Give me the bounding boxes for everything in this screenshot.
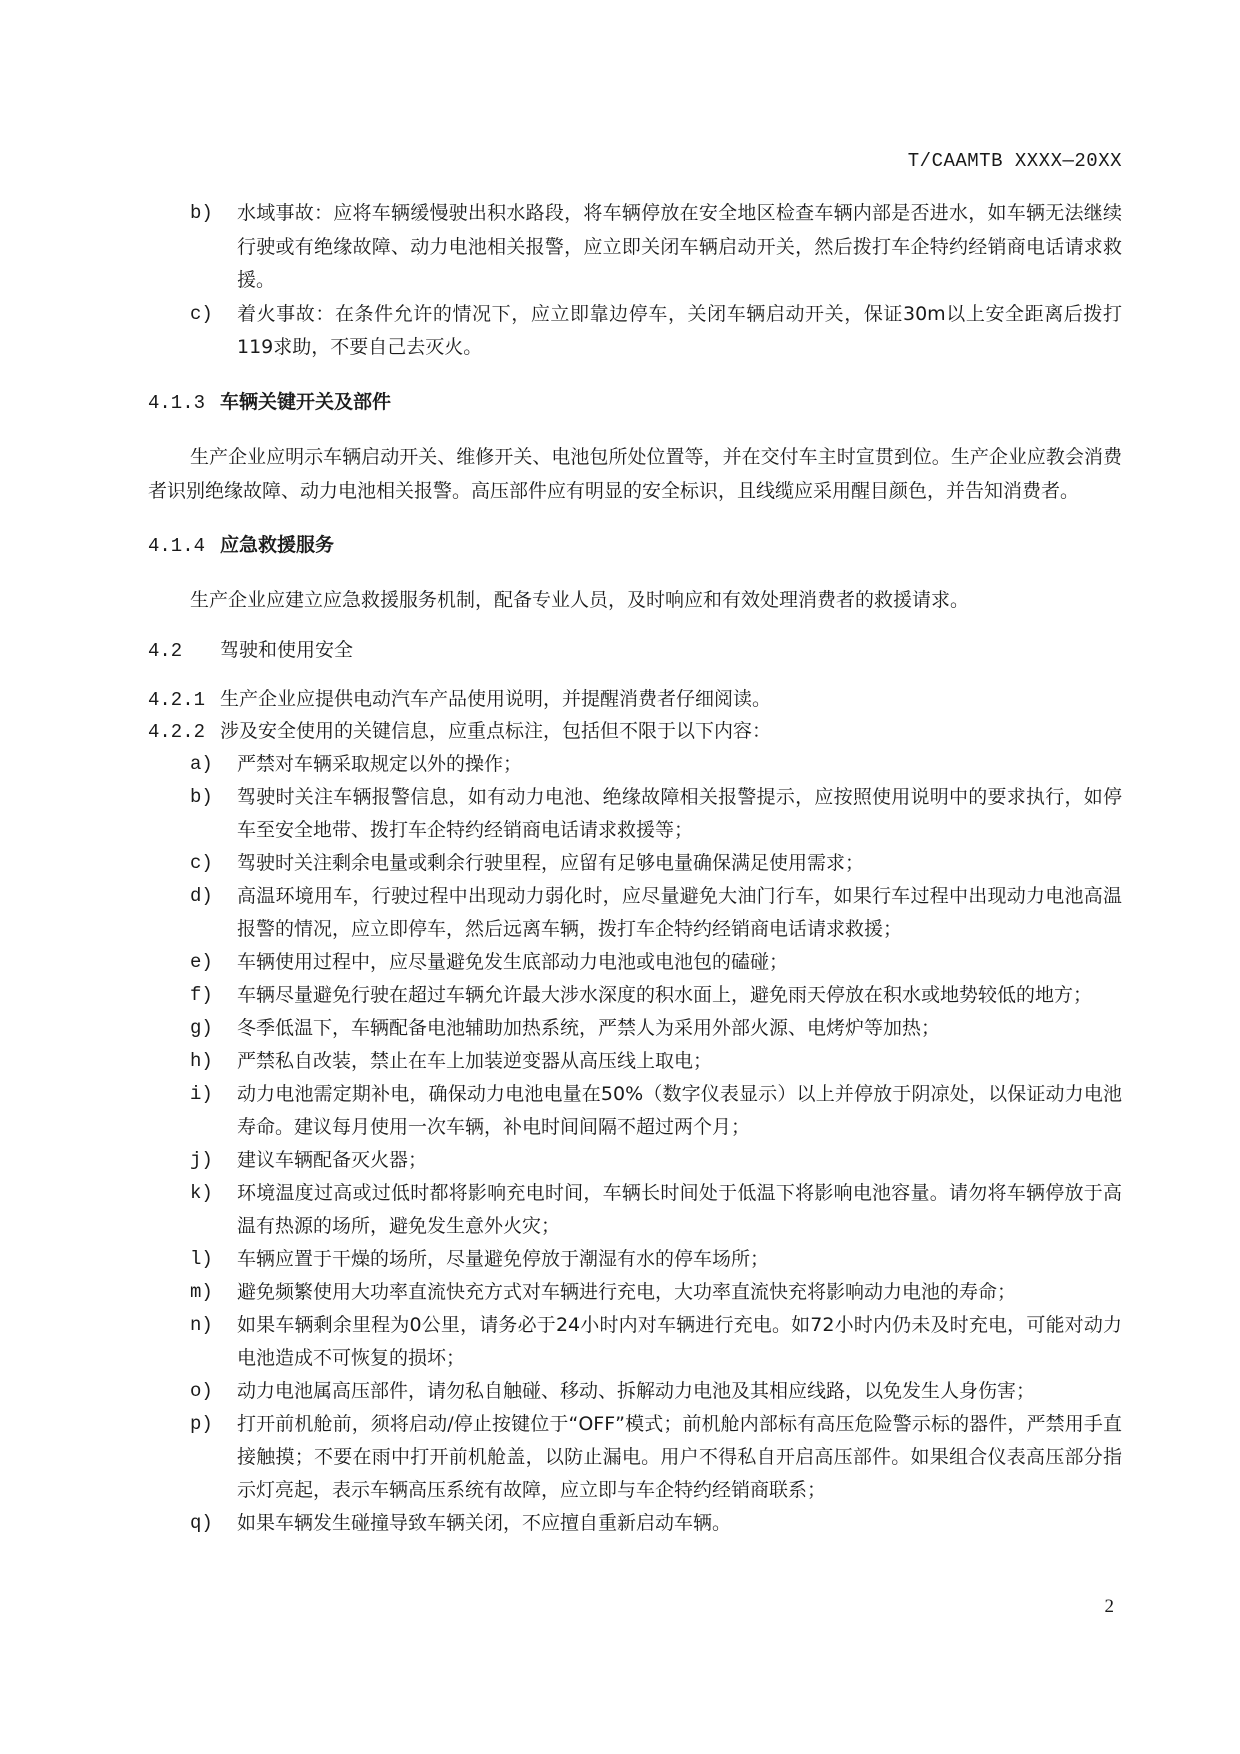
list-item: [148, 748, 1122, 781]
list-marker: a): [190, 752, 213, 775]
section-number: 4.1.3: [148, 391, 206, 414]
list-marker: b): [190, 202, 213, 224]
list-item-text: 高温环境用车，行驶过程中出现动力弱化时，应尽量避免大油门行车，如果行车过程中出现动力电池高温报警的情况，应立即停车，然后远离车辆，拨打车企特约经销商电话请求救援；: [237, 884, 1122, 940]
clause-text: 涉及安全使用的关键信息，应重点标注，包括但不限于以下内容：: [220, 719, 772, 742]
page-number: 2: [1104, 1596, 1114, 1617]
list-item-text: 车辆使用过程中，应尽量避免发生底部动力电池或电池包的磕碰；: [237, 950, 789, 973]
list-marker: p): [190, 1412, 213, 1435]
list-marker: l): [190, 1247, 213, 1270]
list-item: [148, 1012, 1122, 1045]
list-marker: m): [190, 1280, 213, 1303]
list-item: [148, 298, 1122, 365]
list-item: [148, 946, 1122, 979]
section-title: 车辆关键开关及部件: [220, 390, 392, 413]
list-item: [148, 880, 1122, 946]
clause-text: 生产企业应提供电动汽车产品使用说明，并提醒消费者仔细阅读。: [220, 687, 772, 710]
list-marker: c): [190, 302, 213, 325]
list-item-text: 动力电池需定期补电，确保动力电池电量在50%（数字仪表显示）以上并停放于阴凉处，以保证动力电池寿命。建议每月使用一次车辆，补电时间间隔不超过两个月；: [237, 1082, 1122, 1138]
usage-safety-list: [148, 748, 1122, 1540]
list-marker: e): [190, 950, 213, 973]
list-item: [148, 781, 1122, 847]
list-item-text: 驾驶时关注剩余电量或剩余行驶里程，应留有足够电量确保满足使用需求；: [237, 851, 865, 874]
list-marker: f): [190, 983, 213, 1006]
list-item: [148, 847, 1122, 880]
list-item-text: 打开前机舱前，须将启动/停止按键位于“OFF”模式；前机舱内部标有高压危险警示标的器件，严禁用手直接触摸；不要在雨中打开前机舱盖，以防止漏电。用户不得私自开启高压部件。如果组合仪表高压部分指示灯亮起，表示车辆高压系统有故障，应立即与车企特约经销商联系；: [237, 1412, 1122, 1501]
list-item-text: 避免频繁使用大功率直流快充方式对车辆进行充电，大功率直流快充将影响动力电池的寿命；: [237, 1280, 1017, 1303]
list-marker: h): [190, 1049, 213, 1072]
list-item: [148, 1045, 1122, 1078]
list-item-text: 着火事故：在条件允许的情况下，应立即靠边停车，关闭车辆启动开关，保证30m以上安全距离后拨打119求助，不要自己去灭火。: [237, 302, 1122, 358]
list-marker: g): [190, 1016, 213, 1039]
list-item-text: 驾驶时关注车辆报警信息，如有动力电池、绝缘故障相关报警提示，应按照使用说明中的要求执行，如停车至安全地带、拨打车企特约经销商电话请求救援等；: [237, 785, 1122, 841]
list-item: [148, 1177, 1122, 1243]
list-item-text: 建议车辆配备灭火器；: [237, 1148, 428, 1171]
section-paragraph: 生产企业应建立应急救援服务机制，配备专业人员，及时响应和有效处理消费者的救援请求。: [190, 588, 970, 611]
list-marker: i): [190, 1082, 213, 1105]
list-item: [148, 1375, 1122, 1408]
list-item-text: 车辆应置于干燥的场所，尽量避免停放于潮湿有水的停车场所；: [237, 1247, 770, 1270]
section-number: 4.1.4: [148, 534, 206, 557]
section-title: 驾驶和使用安全: [220, 638, 354, 661]
list-item: [148, 1276, 1122, 1309]
list-item-text: 水域事故：应将车辆缓慢驶出积水路段，将车辆停放在安全地区检查车辆内部是否进水，如车辆无法继续行驶或有绝缘故障、动力电池相关报警，应立即关闭车辆启动开关，然后拨打车企特约经销商电话请求救援。: [237, 202, 1122, 291]
list-item: [148, 979, 1122, 1012]
list-item-text: 严禁私自改装，禁止在车上加装逆变器从高压线上取电；: [237, 1049, 713, 1072]
list-marker: n): [190, 1313, 213, 1336]
document-code-header: T/CAAMTB XXXX—20XX: [907, 150, 1122, 172]
section-heading-4-1-4: [148, 528, 1122, 563]
section-title: 应急救援服务: [220, 533, 335, 556]
list-item-text: 环境温度过高或过低时都将影响充电时间，车辆长时间处于低温下将影响电池容量。请勿将车辆停放于高温有热源的场所，避免发生意外火灾；: [237, 1181, 1122, 1237]
list-marker: j): [190, 1148, 213, 1171]
document-body: [148, 197, 1122, 1540]
list-item: [148, 1507, 1122, 1540]
list-item-text: 如果车辆剩余里程为0公里，请务必于24小时内对车辆进行充电。如72小时内仍未及时充电，可能对动力电池造成不可恢复的损坏；: [237, 1313, 1122, 1369]
section-heading-4-1-3: [148, 385, 1122, 420]
clause-4-2-1: [148, 684, 1122, 716]
list-item: [148, 1408, 1122, 1507]
list-item-text: 动力电池属高压部件，请勿私自触碰、移动、拆解动力电池及其相应线路，以免发生人身伤害；: [237, 1379, 1036, 1402]
list-marker: q): [190, 1511, 213, 1534]
list-item-text: 冬季低温下，车辆配备电池辅助加热系统，严禁人为采用外部火源、电烤炉等加热；: [237, 1016, 941, 1039]
list-item: [148, 1144, 1122, 1177]
section-paragraph: 生产企业应明示车辆启动开关、维修开关、电池包所处位置等，并在交付车主时宣贯到位。生产企业应教会消费者识别绝缘故障、动力电池相关报警。高压部件应有明显的安全标识，且线缆应采用醒目颜色，并告知消费者。: [148, 445, 1122, 502]
list-item: [148, 1243, 1122, 1276]
list-item-text: 如果车辆发生碰撞导致车辆关闭，不应擅自重新启动车辆。: [237, 1511, 732, 1534]
list-item-text: 车辆尽量避免行驶在超过车辆允许最大涉水深度的积水面上，避免雨天停放在积水或地势较低的地方；: [237, 983, 1093, 1006]
clause-4-2-2: [148, 716, 1122, 748]
list-marker: d): [190, 884, 213, 907]
clause-number: 4.2.2: [148, 720, 206, 743]
clause-number: 4.2.1: [148, 688, 206, 711]
list-marker: o): [190, 1379, 213, 1402]
list-item: [148, 1078, 1122, 1144]
list-item-text: 严禁对车辆采取规定以外的操作；: [237, 752, 523, 775]
section-number: 4.2: [148, 639, 183, 662]
section-heading-4-2: [148, 633, 1122, 668]
list-item: [148, 197, 1122, 298]
list-marker: b): [190, 785, 213, 808]
list-marker: k): [190, 1181, 213, 1204]
list-item: [148, 1309, 1122, 1375]
list-marker: c): [190, 851, 213, 874]
